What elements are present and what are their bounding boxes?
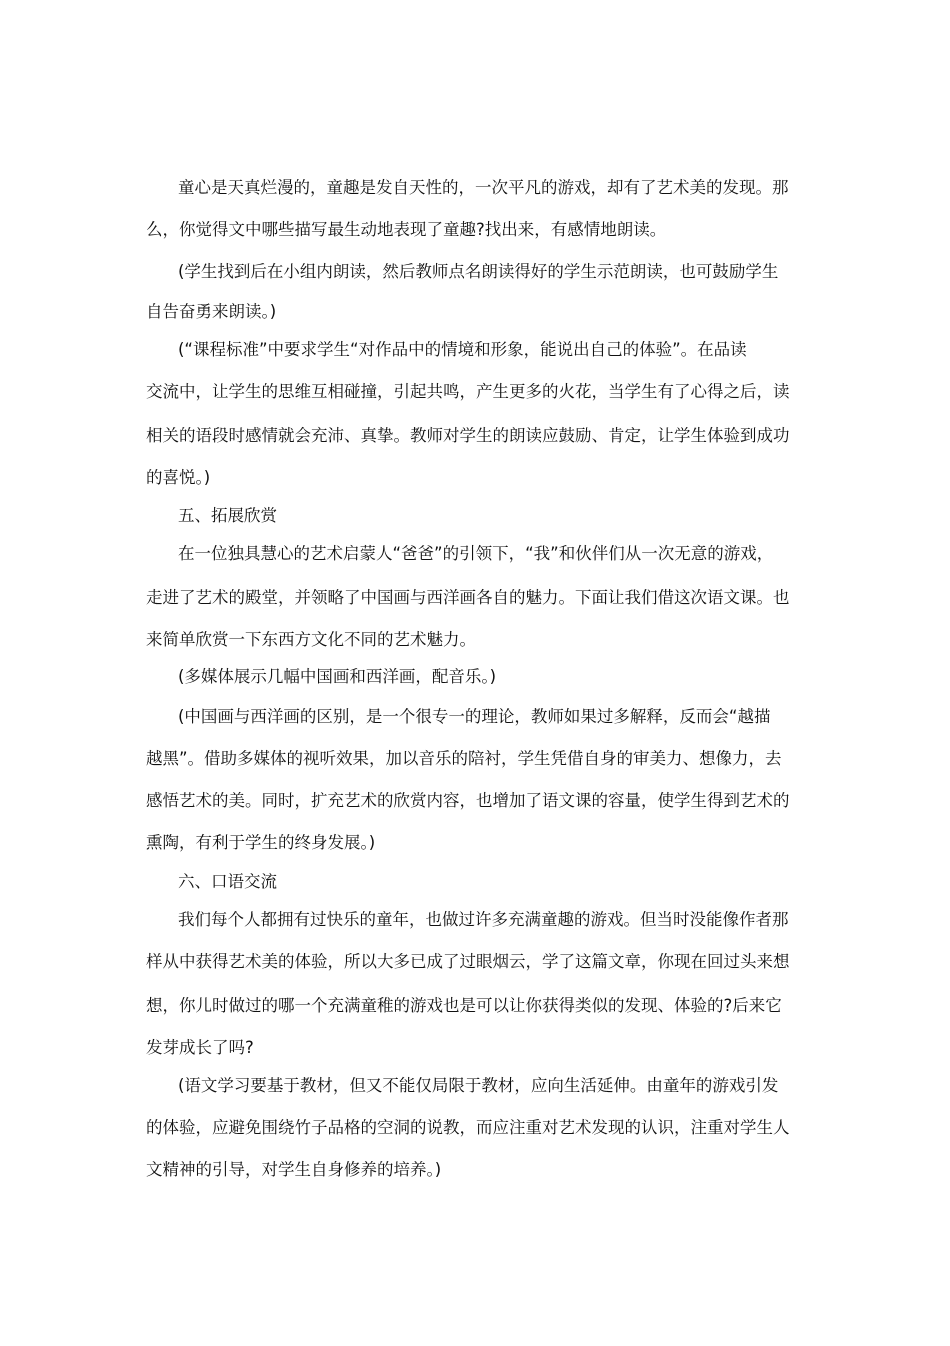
paragraph-line: (学生找到后在小组内朗读，然后教师点名朗读得好的学生示范朗读，也可鼓励学生 [178,262,779,281]
paragraph-line: 相关的语段时感情就会充沛、真挚。教师对学生的朗读应鼓励、肯定，让学生体验到成功 [146,426,790,445]
paragraph-line: 发芽成长了吗? [146,1038,254,1057]
paragraph-line: 的喜悦。) [146,468,211,487]
paragraph-line: 感悟艺术的美。同时，扩充艺术的欣赏内容，也增加了语文课的容量，使学生得到艺术的 [146,791,790,810]
paragraph-line: 童心是天真烂漫的，童趣是发自天性的，一次平凡的游戏，却有了艺术美的发现。那 [178,178,789,197]
paragraph-line: (语文学习要基于教材，但又不能仅局限于教材，应向生活延伸。由童年的游戏引发 [178,1076,779,1095]
paragraph-line: 来简单欣赏一下东西方文化不同的艺术魅力。 [146,630,476,649]
paragraph-line: 熏陶，有利于学生的终身发展。) [146,833,376,852]
paragraph-line: (中国画与西洋画的区别，是一个很专一的理论，教师如果过多解释，反而会“越描 [178,707,771,726]
paragraph-line: 文精神的引导，对学生自身修养的培养。) [146,1160,442,1179]
paragraph-line: 在一位独具慧心的艺术启蒙人“爸爸”的引领下，“我”和伙伴们从一次无意的游戏， [178,544,774,563]
paragraph-line: 自告奋勇来朗读。) [146,302,277,321]
section-heading: 六、口语交流 [178,872,277,891]
paragraph-line: (“课程标准”中要求学生“对作品中的情境和形象，能说出自己的体验”。在品读 [178,340,747,359]
paragraph-line: 样从中获得艺术美的体验，所以大多已成了过眼烟云，学了这篇文章，你现在回过头来想 [146,952,790,971]
paragraph-line: 越黑”。借助多媒体的视听效果，加以音乐的陪衬，学生凭借自身的审美力、想像力，去 [146,749,782,768]
paragraph-line: 想，你儿时做过的哪一个充满童稚的游戏也是可以让你获得类似的发现、体验的?后来它 [146,996,782,1015]
paragraph-line: 我们每个人都拥有过快乐的童年，也做过许多充满童趣的游戏。但当时没能像作者那 [178,910,789,929]
paragraph-line: 交流中，让学生的思维互相碰撞，引起共鸣，产生更多的火花，当学生有了心得之后，读 [146,382,790,401]
section-heading: 五、拓展欣赏 [178,506,277,525]
paragraph-line: 走进了艺术的殿堂，并领略了中国画与西洋画各自的魅力。下面让我们借这次语文课。也 [146,588,790,607]
paragraph-line: 的体验，应避免围绕竹子品格的空洞的说教，而应注重对艺术发现的认识，注重对学生人 [146,1118,790,1137]
paragraph-line: (多媒体展示几幅中国画和西洋画，配音乐。) [178,667,497,686]
paragraph-line: 么，你觉得文中哪些描写最生动地表现了童趣?找出来，有感情地朗读。 [146,220,667,239]
